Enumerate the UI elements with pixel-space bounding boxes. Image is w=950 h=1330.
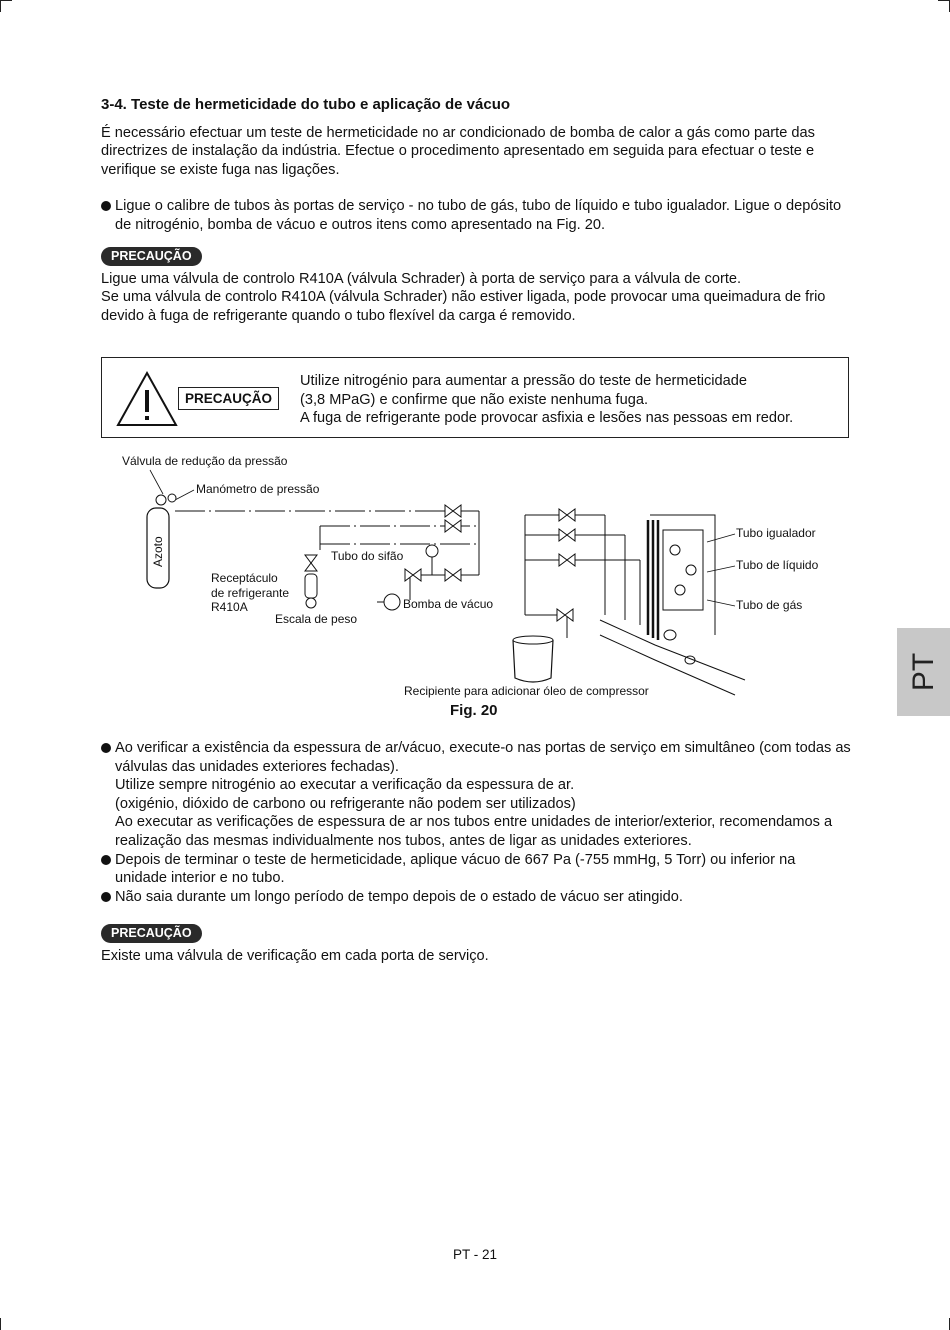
bullet-continuation: (oxigénio, dióxido de carbono ou refrigerante não podem ser utilizados) bbox=[115, 795, 576, 812]
caution-text: Existe uma válvula de verificação em cada porta de serviço. bbox=[101, 948, 489, 965]
intro-paragraph: É necessário efectuar um teste de hermeticidade no ar condicionado de bomba de calor a gás como parte das directrizes de instalação da indústria. Efectue o procedimento apresentado em seguida para efectuar o teste e verifique se existe fuga nas ligações. bbox=[101, 124, 815, 178]
warning-label: PRECAUÇÃO bbox=[178, 387, 279, 410]
language-tab bbox=[897, 628, 950, 716]
label-pump: Bomba de vácuo bbox=[403, 597, 494, 611]
crop-mark bbox=[0, 0, 12, 1]
piping-diagram bbox=[95, 450, 855, 700]
section-top bbox=[101, 96, 851, 325]
label-nitrogen: Azoto bbox=[151, 536, 165, 567]
page-number: PT - 21 bbox=[452, 1247, 498, 1262]
crop-mark bbox=[0, 1318, 1, 1330]
label-receptacle: de refrigerante bbox=[211, 586, 290, 600]
label-gauge: Manómetro de pressão bbox=[196, 482, 320, 496]
caution-line: Ligue uma válvula de controlo R410A (válvula Schrader) à porta de serviço para a válvula de corte. bbox=[101, 270, 742, 287]
vacuum-pump-icon bbox=[384, 594, 400, 610]
gauge-icon bbox=[426, 545, 438, 557]
caution-badge: PRECAUÇÃO bbox=[101, 924, 202, 943]
label-container: Recipiente para adicionar óleo de compressor bbox=[404, 684, 649, 698]
figure-caption: Fig. 20 bbox=[450, 702, 498, 719]
bullet-continuation: Ao executar as verificações de espessura de ar nos tubos entre unidades de interior/exterior, recomendamos a realização das mesmas individualmente nos tubos, antes de ligar as unidades exteriores. bbox=[115, 814, 833, 849]
refrigerant-receptacle bbox=[305, 574, 317, 598]
language-tab-label: PT bbox=[906, 652, 940, 692]
caution-badge: PRECAUÇÃO bbox=[101, 247, 202, 266]
bullet-continuation: Utilize sempre nitrogénio ao executar a verificação da espessura de ar. bbox=[115, 777, 575, 794]
label-receptacle: R410A bbox=[211, 600, 248, 614]
bullet-dont-leave: Não saia durante um longo período de tempo depois de o estado de vácuo ser atingido. bbox=[101, 888, 851, 907]
warning-text bbox=[300, 372, 793, 428]
section-title: 3-4. Teste de hermeticidade do tubo e aplicação de vácuo bbox=[101, 96, 511, 113]
warning-line: (3,8 MPaG) e confirme que não existe nenhuma fuga. bbox=[300, 391, 649, 408]
label-liquid: Tubo de líquido bbox=[736, 558, 819, 572]
label-pressure-reducer: Válvula de redução da pressão bbox=[122, 454, 288, 468]
weight-scale-icon bbox=[306, 598, 316, 608]
warning-line: Utilize nitrogénio para aumentar a pressão do teste de hermeticidade bbox=[300, 373, 747, 389]
outdoor-unit-sketch bbox=[600, 515, 745, 695]
warning-box bbox=[101, 357, 849, 438]
label-receptacle: Receptáculo bbox=[211, 571, 278, 585]
label-equalizer: Tubo igualador bbox=[736, 526, 816, 540]
crop-mark bbox=[938, 0, 950, 1]
oil-container-icon bbox=[513, 640, 553, 682]
label-scale: Escala de peso bbox=[275, 612, 358, 626]
bullet-vacuum: Depois de terminar o teste de hermeticidade, aplique vácuo de 667 Pa (-755 mmHg, 5 Torr) ou inferior na unidade interior e no tubo. bbox=[101, 851, 851, 888]
crop-mark bbox=[0, 0, 1, 12]
label-siphon: Tubo do sifão bbox=[331, 549, 404, 563]
bullet-airtight-check: Ao verificar a existência da espessura de ar/vácuo, execute-o nas portas de serviço em simultâneo (com todas as válvulas das unidades exteriores fechadas). bbox=[101, 739, 851, 776]
label-gas: Tubo de gás bbox=[736, 598, 803, 612]
section-lower bbox=[101, 739, 851, 966]
warning-line: A fuga de refrigerante pode provocar asfixia e lesões nas pessoas em redor. bbox=[300, 410, 794, 427]
caution-line: Se uma válvula de controlo R410A (válvula Schrader) não estiver ligada, pode provocar uma queimadura de frio devido à fuga de refrigerante quando o tubo flexível da carga é removido. bbox=[101, 289, 826, 324]
warning-triangle-icon bbox=[115, 370, 179, 428]
bullet-connect: Ligue o calibre de tubos às portas de serviço - no tubo de gás, tubo de líquido e tubo igualador. Ligue o depósito de nitrogénio, bomba de vácuo e outros itens como apresentado na Fig. 20. bbox=[101, 197, 851, 234]
